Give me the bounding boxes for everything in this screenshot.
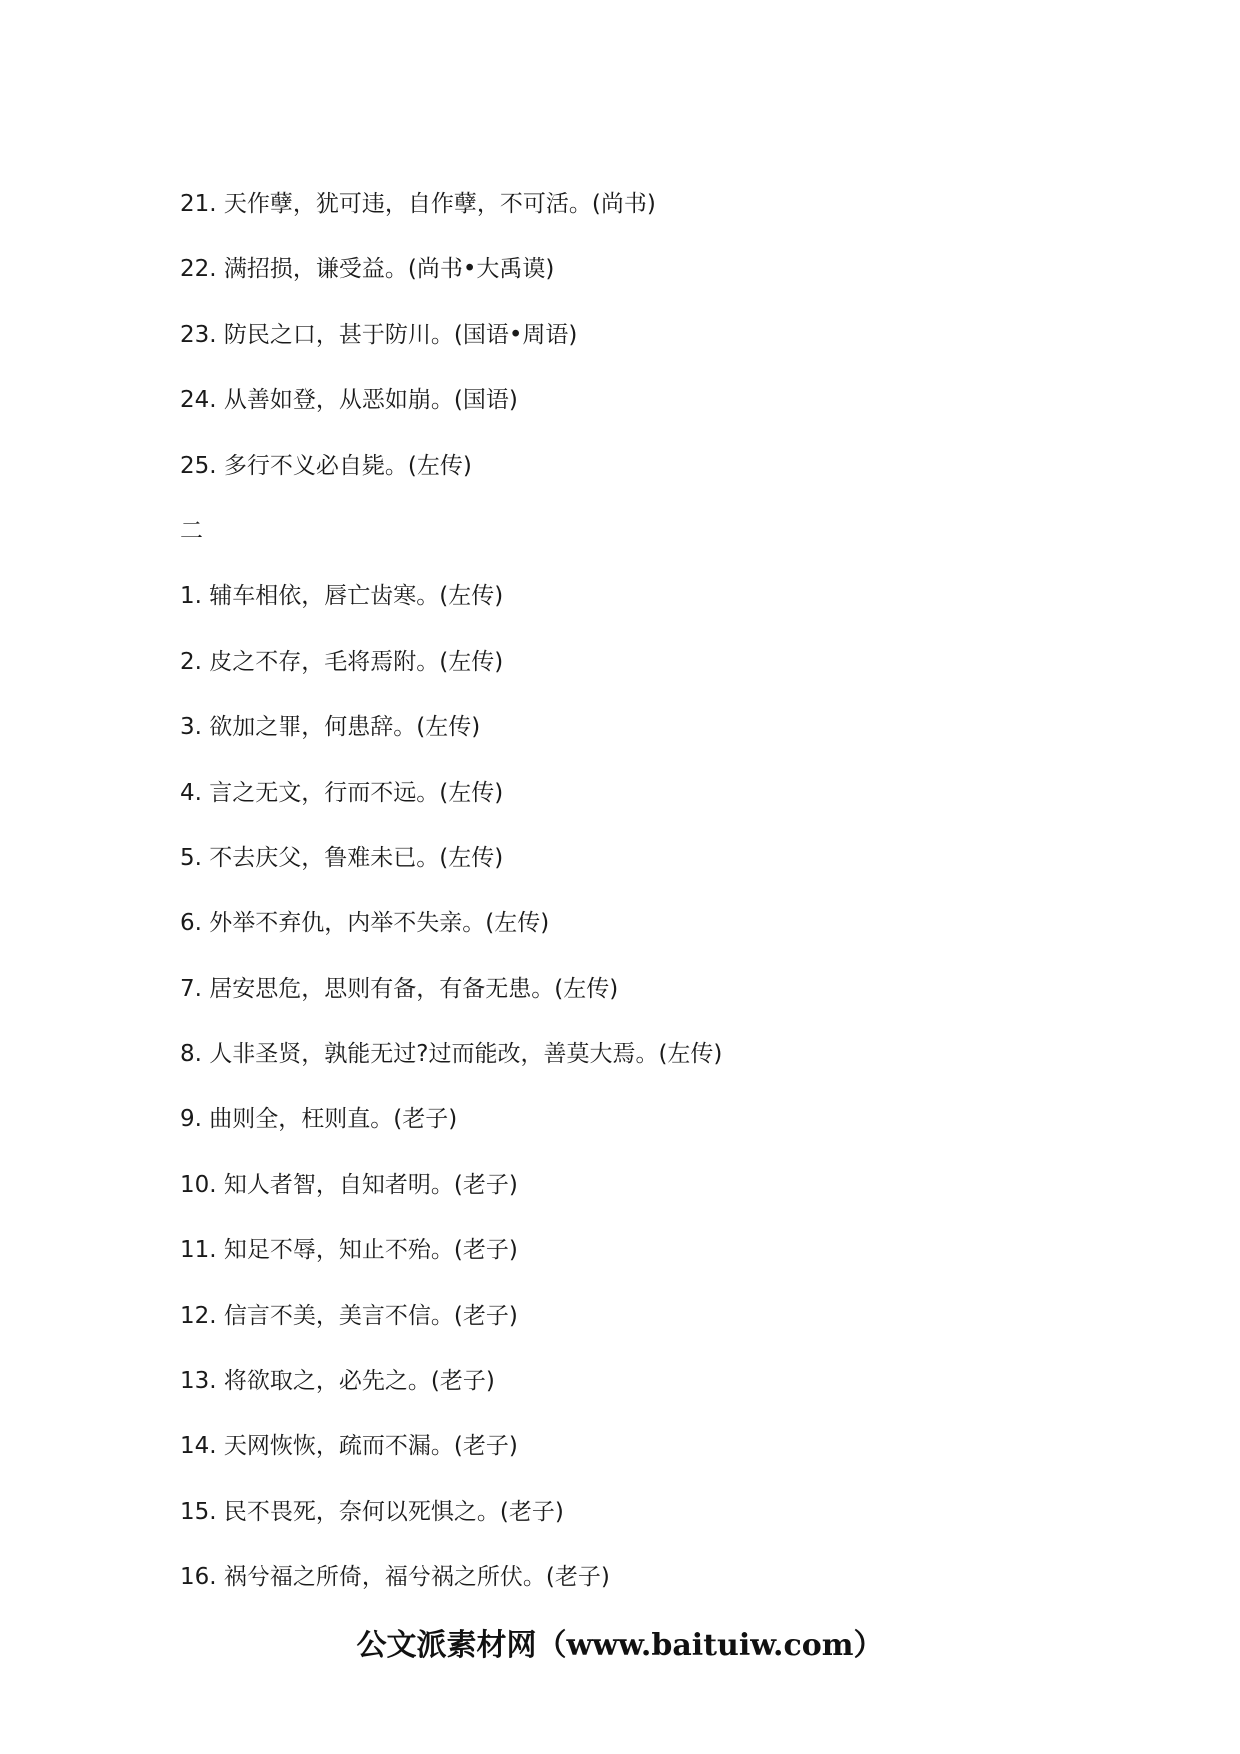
section-heading: 二 — [180, 517, 203, 544]
quote-line-5: 5. 不去庆父，鲁难未已。(左传) — [180, 844, 504, 871]
quote-line-12: 12. 信言不美，美言不信。(老子) — [180, 1302, 518, 1329]
quote-line-16: 16. 祸兮福之所倚，福兮祸之所伏。(老子) — [180, 1564, 610, 1591]
quote-line-13: 13. 将欲取之，必先之。(老子) — [180, 1368, 495, 1395]
document-body — [180, 172, 1160, 1611]
quote-line-11: 11. 知足不辱，知止不殆。(老子) — [180, 1237, 518, 1264]
quote-line-4: 4. 言之无文，行而不远。(左传) — [180, 779, 504, 806]
quote-line-22: 22. 满招损，谦受益。(尚书•大禹谟) — [180, 256, 555, 283]
quote-line-21: 21. 天作孽，犹可违，自作孽，不可活。(尚书) — [180, 191, 656, 217]
quote-line-1: 1. 辅车相依，唇亡齿寒。(左传) — [180, 583, 504, 610]
quote-line-10: 10. 知人者智，自知者明。(老子) — [180, 1171, 518, 1198]
quote-line-2: 2. 皮之不存，毛将焉附。(左传) — [180, 648, 504, 675]
quote-line-9: 9. 曲则全，枉则直。(老子) — [180, 1106, 458, 1133]
quote-line-24: 24. 从善如登，从恶如崩。(国语) — [180, 387, 518, 414]
quote-line-8: 8. 人非圣贤，孰能无过?过而能改，善莫大焉。(左传) — [180, 1041, 723, 1068]
quote-line-6: 6. 外举不弃仇，内举不失亲。(左传) — [180, 910, 550, 937]
quote-line-15: 15. 民不畏死，奈何以死惧之。(老子) — [180, 1498, 564, 1525]
quote-line-14: 14. 天网恢恢，疏而不漏。(老子) — [180, 1433, 518, 1460]
quote-line-23: 23. 防民之口，甚于防川。(国语•周语) — [180, 321, 578, 348]
footer-watermark: 公文派素材网（www.baituiw.com） — [356, 1628, 884, 1663]
quote-line-7: 7. 居安思危，思则有备，有备无患。(左传) — [180, 975, 619, 1002]
quote-line-25: 25. 多行不义必自毙。(左传) — [180, 452, 472, 479]
quote-line-3: 3. 欲加之罪，何患辞。(左传) — [180, 714, 481, 741]
